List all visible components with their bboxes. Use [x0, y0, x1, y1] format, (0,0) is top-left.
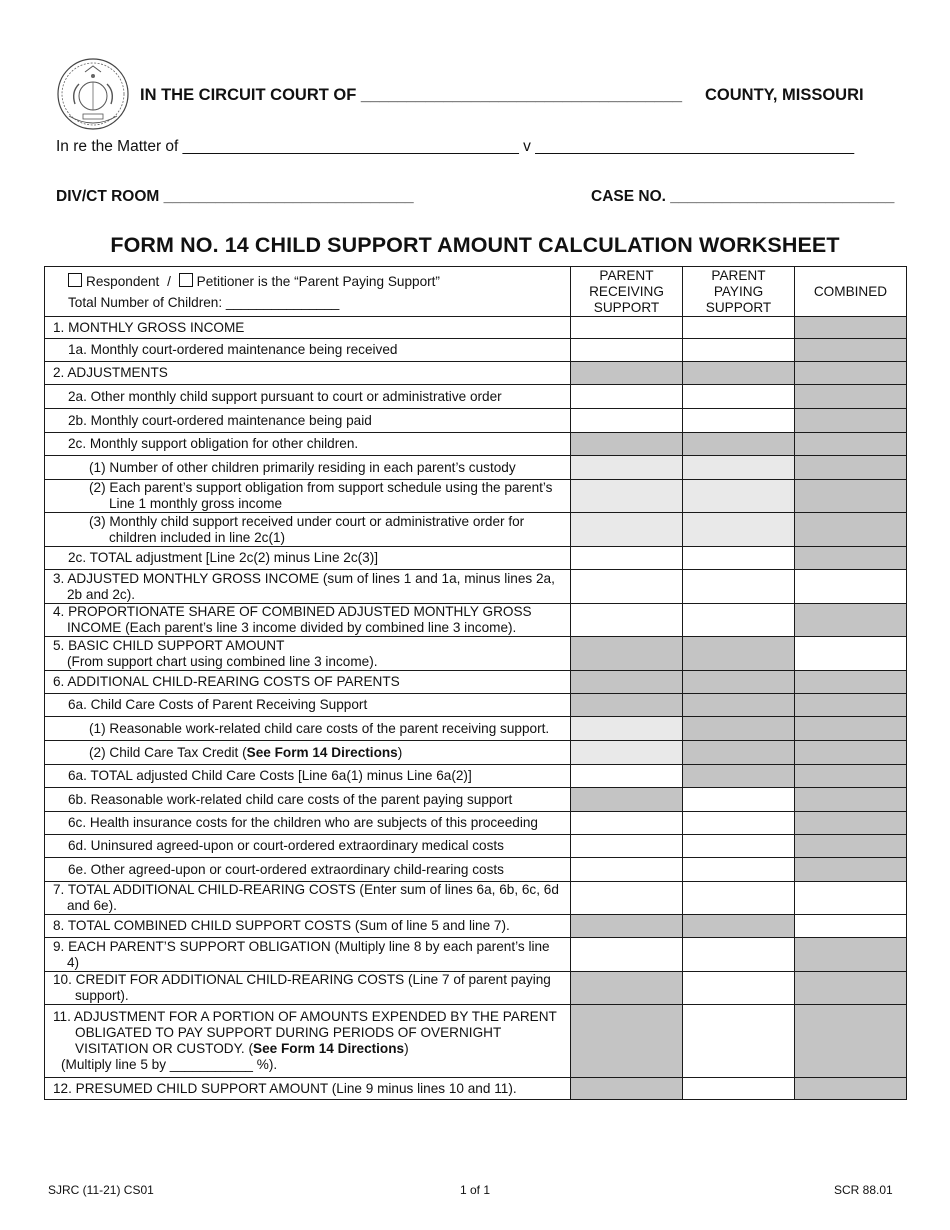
row-label-2b: 2b. Monthly court-ordered maintenance being paid — [68, 412, 372, 428]
cell-6d-paying[interactable] — [683, 835, 795, 858]
cell-3-receiving[interactable] — [571, 570, 683, 604]
div-room-line: DIV/CT ROOM _____________________________ — [56, 188, 414, 205]
col-header-combined: COMBINED — [795, 267, 907, 317]
row-label-2c1: (1) Number of other children primarily residing in each parent’s custody — [89, 459, 516, 475]
table-row — [45, 882, 907, 915]
cell-8-combined[interactable] — [795, 915, 907, 938]
table-row — [45, 1005, 907, 1078]
cell-2c2-receiving[interactable] — [571, 480, 683, 513]
row-label-2a: 2a. Other monthly child support pursuant to court or administrative order — [68, 388, 502, 404]
table-row — [45, 835, 907, 858]
cell-2b-receiving[interactable] — [571, 409, 683, 433]
cell-2c3-paying[interactable] — [683, 513, 795, 547]
row-label-1: 1. MONTHLY GROSS INCOME — [53, 319, 245, 335]
cell-7-receiving[interactable] — [571, 882, 683, 915]
respondent-checkbox[interactable] — [68, 273, 82, 287]
row-label-7: 7. TOTAL ADDITIONAL CHILD-REARING COSTS (Enter sum of lines 6a, 6b, 6c, 6d and 6e). — [53, 882, 559, 913]
footer-form-code: SJRC (11-21) CS01 — [48, 1183, 154, 1197]
row-label-12: 12. PRESUMED CHILD SUPPORT AMOUNT (Line 9 minus lines 10 and 11). — [53, 1080, 517, 1096]
slash-separator: / — [167, 273, 171, 289]
cell-3-combined[interactable] — [795, 570, 907, 604]
cell-1a-receiving[interactable] — [571, 339, 683, 362]
cell-9-paying[interactable] — [683, 938, 795, 972]
table-row — [45, 812, 907, 835]
col-header-paying: PARENT PAYING SUPPORT — [683, 267, 795, 317]
cell-9-receiving[interactable] — [571, 938, 683, 972]
table-row — [45, 694, 907, 717]
cell-4-receiving[interactable] — [571, 604, 683, 637]
cell-1-combined — [795, 317, 907, 339]
row-label-3: 3. ADJUSTED MONTHLY GROSS INCOME (sum of lines 1 and 1a, minus lines 2a, 2b and 2c). — [53, 570, 555, 602]
footer-page-number: 1 of 1 — [460, 1183, 491, 1197]
row-label-9: 9. EACH PARENT’S SUPPORT OBLIGATION (Multiply line 8 by each parent’s line 4) — [53, 938, 550, 970]
cell-1a-combined — [795, 339, 907, 362]
cell-1-receiving[interactable] — [571, 317, 683, 339]
table-row — [45, 604, 907, 637]
cell-6at-receiving[interactable] — [571, 765, 683, 788]
row-label-6a: 6a. Child Care Costs of Parent Receiving Support — [68, 697, 368, 712]
table-row — [45, 788, 907, 812]
table-row — [45, 570, 907, 604]
see-directions-note: See Form 14 Directions — [246, 744, 398, 760]
cell-11-paying[interactable] — [683, 1005, 795, 1078]
cell-2c1-receiving[interactable] — [571, 456, 683, 480]
footer-rule-reference: SCR 88.01 — [834, 1183, 893, 1197]
table-row — [45, 741, 907, 765]
row-label-2c: 2c. Monthly support obligation for other children. — [68, 436, 359, 451]
table-row — [45, 547, 907, 570]
see-directions-note-11: See Form 14 Directions — [253, 1041, 405, 1056]
cell-12-paying[interactable] — [683, 1078, 795, 1100]
table-row — [45, 915, 907, 938]
cell-1-paying[interactable] — [683, 317, 795, 339]
table-row — [45, 385, 907, 409]
court-line: IN THE CIRCUIT COURT OF ___________________________________ — [140, 86, 683, 104]
cell-6c-paying[interactable] — [683, 812, 795, 835]
row-label-2c-total: 2c. TOTAL adjustment [Line 2c(2) minus Line 2c(3)] — [68, 550, 379, 565]
cell-4-paying[interactable] — [683, 604, 795, 637]
table-header-row — [45, 267, 907, 317]
worksheet-table — [44, 266, 907, 1100]
petitioner-checkbox[interactable] — [179, 273, 193, 287]
table-row — [45, 671, 907, 694]
cell-2c2-paying[interactable] — [683, 480, 795, 513]
case-number-line: CASE NO. __________________________ — [591, 188, 895, 205]
cell-6e-paying[interactable] — [683, 858, 795, 882]
cell-6a1-receiving[interactable] — [571, 717, 683, 741]
table-row — [45, 513, 907, 547]
row-label-6a1: (1) Reasonable work-related child care costs of the parent receiving support. — [89, 720, 550, 736]
table-row — [45, 480, 907, 513]
cell-7-combined[interactable] — [795, 882, 907, 915]
table-row — [45, 339, 907, 362]
cell-6d-receiving[interactable] — [571, 835, 683, 858]
cell-2a-receiving[interactable] — [571, 385, 683, 409]
row-label-1a: 1a. Monthly court-ordered maintenance being received — [68, 342, 398, 357]
row-label-5-note: (From support chart using combined line 3 income). — [67, 653, 378, 669]
cell-3-paying[interactable] — [683, 570, 795, 604]
row-label-10: 10. CREDIT FOR ADDITIONAL CHILD-REARING COSTS (Line 7 of parent paying support). — [53, 972, 551, 1003]
row-label-6a2: (2) Child Care Tax Credit (See Form 14 Directions) — [89, 744, 403, 760]
row-label-6e: 6e. Other agreed-upon or court-ordered extraordinary child-rearing costs — [68, 861, 504, 877]
table-row — [45, 938, 907, 972]
table-row — [45, 637, 907, 671]
row-label-6a-total: 6a. TOTAL adjusted Child Care Costs [Line 6a(1) minus Line 6a(2)] — [68, 768, 472, 783]
row-label-6c: 6c. Health insurance costs for the children who are subjects of this proceeding — [68, 815, 538, 830]
cell-2a-paying[interactable] — [683, 385, 795, 409]
form-title: FORM NO. 14 CHILD SUPPORT AMOUNT CALCULATION WORKSHEET — [110, 233, 840, 257]
children-count-field[interactable]: Total Number of Children: _______________ — [68, 294, 340, 310]
missouri-state-seal-icon — [55, 56, 131, 132]
cell-6e-receiving[interactable] — [571, 858, 683, 882]
cell-2c1-paying[interactable] — [683, 456, 795, 480]
cell-10-paying[interactable] — [683, 972, 795, 1005]
cell-1a-paying[interactable] — [683, 339, 795, 362]
row-label-4: 4. PROPORTIONATE SHARE OF COMBINED ADJUSTED MONTHLY GROSS INCOME (Each parent’s line 3 income divided by combined line 3 income). — [53, 604, 532, 635]
table-row — [45, 433, 907, 456]
row-label-8: 8. TOTAL COMBINED CHILD SUPPORT COSTS (Sum of line 5 and line 7). — [53, 918, 510, 933]
cell-7-paying[interactable] — [683, 882, 795, 915]
county-label: COUNTY, MISSOURI — [705, 86, 864, 104]
row-label-6d: 6d. Uninsured agreed-upon or court-ordered extraordinary medical costs — [68, 838, 504, 853]
table-row — [45, 858, 907, 882]
table-row — [45, 362, 907, 385]
cell-6b-paying[interactable] — [683, 788, 795, 812]
row-label-2c3: (3) Monthly child support received under court or administrative order for children included in line 2c(1) — [89, 513, 525, 545]
row-label-11: 11. ADJUSTMENT FOR A PORTION OF AMOUNTS EXPENDED BY THE PARENT OBLIGATED TO PAY SUPPORT DURING PERIODS OF OVERNIGHT VISITATION OR CUSTODY. (See Form 14 Directions) — [53, 1009, 557, 1056]
row-label-11-multiplier[interactable]: (Multiply line 5 by ___________ %). — [61, 1057, 278, 1072]
row-label-2c2: (2) Each parent’s support obligation from support schedule using the parent’s Line 1 monthly gross income — [89, 480, 553, 511]
matter-line: In re the Matter of _______________________________________ v _____________________________________ — [56, 138, 855, 155]
cell-6c-receiving[interactable] — [571, 812, 683, 835]
row-label-6: 6. ADDITIONAL CHILD-REARING COSTS OF PARENTS — [53, 674, 400, 689]
cell-2b-paying[interactable] — [683, 409, 795, 433]
cell-6a2-receiving[interactable] — [571, 741, 683, 765]
row-label-5: 5. BASIC CHILD SUPPORT AMOUNT — [53, 637, 285, 653]
cell-5-combined[interactable] — [795, 637, 907, 671]
table-row — [45, 765, 907, 788]
row-label-2: 2. ADJUSTMENTS — [53, 365, 168, 380]
parent-designation-cell — [45, 267, 571, 317]
table-row — [45, 409, 907, 433]
table-row — [45, 972, 907, 1005]
cell-2ct-paying[interactable] — [683, 547, 795, 570]
petitioner-label: Petitioner is the “Parent Paying Support” — [196, 273, 440, 289]
row-label-6b: 6b. Reasonable work-related child care costs of the parent paying support — [68, 791, 513, 807]
table-row — [45, 317, 907, 339]
respondent-label: Respondent — [86, 273, 160, 289]
cell-2c3-receiving[interactable] — [571, 513, 683, 547]
cell-2ct-receiving[interactable] — [571, 547, 683, 570]
table-row — [45, 456, 907, 480]
table-row — [45, 717, 907, 741]
col-header-receiving: PARENT RECEIVING SUPPORT — [571, 267, 683, 317]
table-row — [45, 1078, 907, 1100]
